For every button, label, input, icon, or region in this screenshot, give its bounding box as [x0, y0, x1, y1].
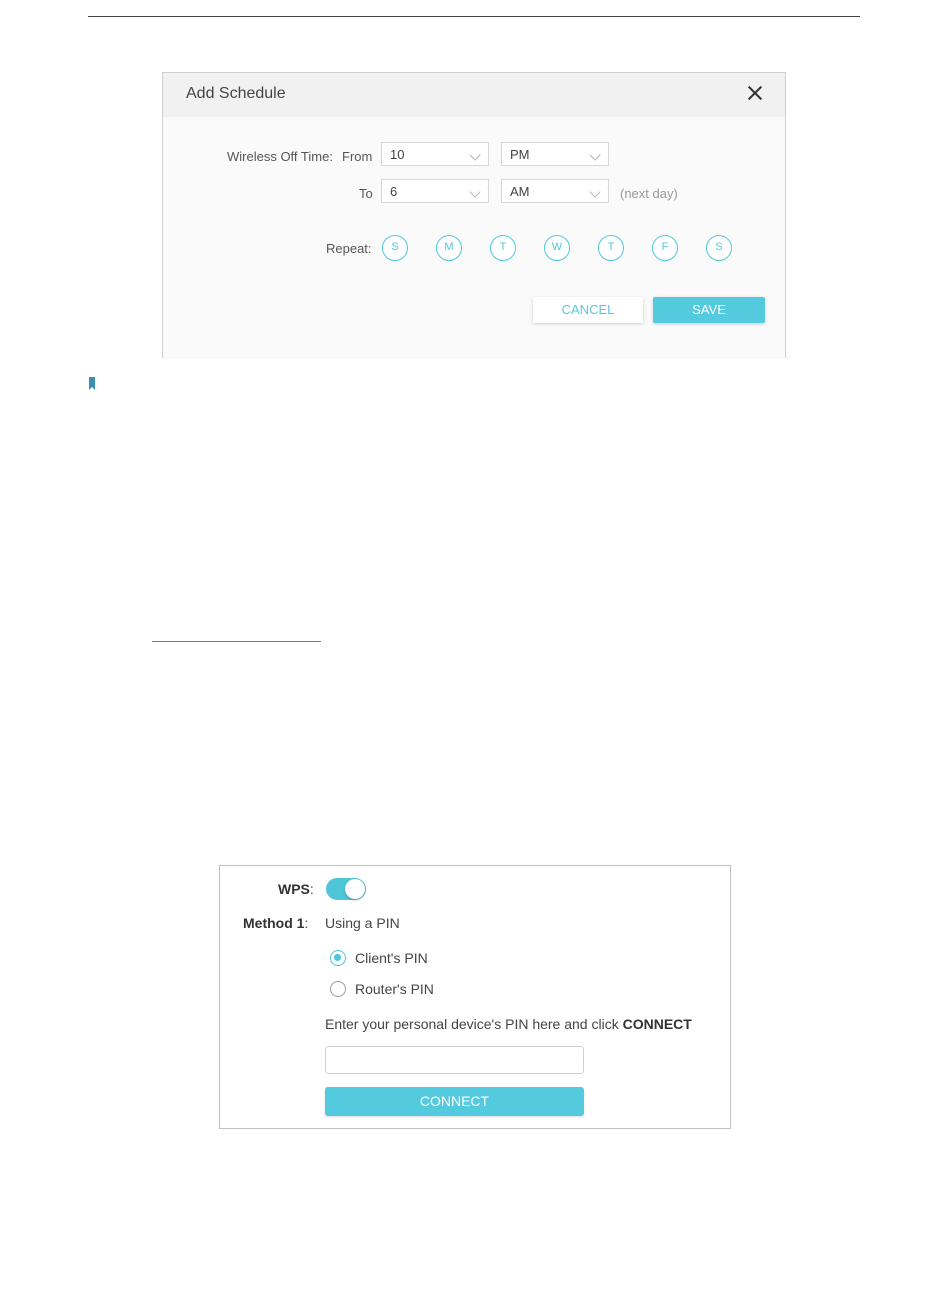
wps-toggle[interactable]: [326, 878, 366, 900]
cancel-button[interactable]: CANCEL: [533, 297, 643, 323]
day-friday[interactable]: F: [652, 235, 678, 261]
bookmark-icon: [89, 377, 95, 390]
next-day-note: (next day): [620, 186, 678, 201]
to-period-select[interactable]: [501, 179, 609, 203]
router-pin-label: Router's PIN: [355, 981, 434, 997]
pin-input[interactable]: [325, 1046, 584, 1074]
wps-label: WPS: [278, 881, 310, 897]
to-label: To: [359, 186, 373, 201]
day-saturday[interactable]: S: [706, 235, 732, 261]
day-thursday[interactable]: T: [598, 235, 624, 261]
from-label: From: [342, 149, 373, 164]
chevron-down-icon: [469, 149, 480, 160]
dialog-header: [163, 73, 785, 117]
chevron-down-icon: [469, 186, 480, 197]
toggle-knob: [345, 879, 365, 899]
method-label: Method 1: [243, 915, 305, 931]
to-hour-select[interactable]: [381, 179, 489, 203]
pin-instruction: Enter your personal device's PIN here and click: [325, 1016, 623, 1032]
header-rule: [88, 16, 860, 17]
link-underline[interactable]: [152, 641, 321, 642]
dialog-body: [163, 117, 785, 359]
add-schedule-dialog: [162, 72, 786, 358]
wps-label-row: [278, 881, 314, 897]
day-sunday[interactable]: S: [382, 235, 408, 261]
method-label-row: [243, 915, 308, 931]
connect-button[interactable]: CONNECT: [325, 1087, 584, 1116]
router-pin-radio[interactable]: [330, 981, 346, 997]
from-hour-value: 10: [390, 147, 405, 162]
client-pin-label: Client's PIN: [355, 950, 428, 966]
wps-label-colon: :: [309, 881, 314, 897]
wireless-off-time-label: Wireless Off Time:: [227, 149, 333, 164]
from-period-select[interactable]: [501, 142, 609, 166]
day-monday[interactable]: M: [436, 235, 462, 261]
dialog-title: Add Schedule: [186, 85, 286, 102]
pin-instruction-row: [325, 1016, 692, 1032]
save-button[interactable]: SAVE: [653, 297, 765, 323]
repeat-label: Repeat:: [326, 241, 372, 256]
chevron-down-icon: [589, 149, 600, 160]
method-value: Using a PIN: [325, 915, 400, 931]
chevron-down-icon: [589, 186, 600, 197]
wps-panel: [219, 865, 731, 1129]
from-hour-select[interactable]: [381, 142, 489, 166]
from-period-value: PM: [510, 147, 530, 162]
pin-instruction-connect: CONNECT: [622, 1016, 692, 1032]
to-period-value: AM: [510, 184, 530, 199]
day-tuesday[interactable]: T: [490, 235, 516, 261]
client-pin-radio[interactable]: [330, 950, 346, 966]
day-wednesday[interactable]: W: [544, 235, 570, 261]
to-hour-value: 6: [390, 184, 398, 199]
method-label-colon: :: [304, 915, 309, 931]
close-icon[interactable]: [745, 83, 765, 103]
